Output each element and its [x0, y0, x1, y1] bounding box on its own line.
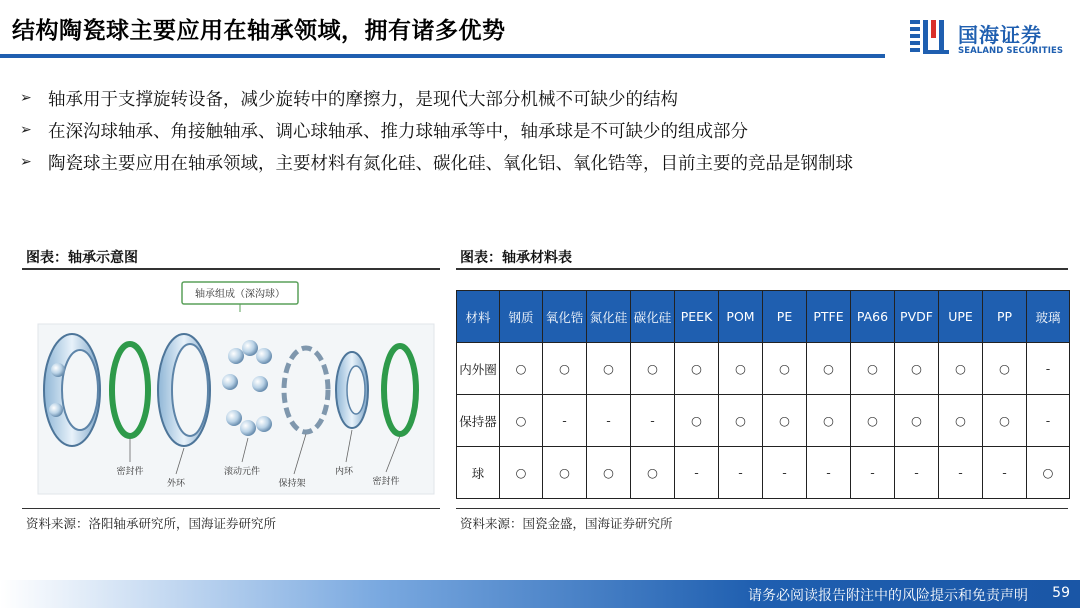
table-header-row: [457, 291, 1070, 343]
table-cell: ○: [587, 343, 631, 395]
table-column-header: POM: [719, 291, 763, 343]
table-row: [457, 395, 1070, 447]
arrow-bullet-icon: ➢: [20, 90, 32, 106]
table-cell: ○: [1027, 447, 1070, 499]
part-label-inner-ring: 内环: [334, 467, 354, 477]
table-cell: -: [631, 395, 675, 447]
table-column-header: 氮化硅: [587, 291, 631, 343]
left-chart-label: 图表：轴承示意图: [26, 250, 138, 266]
arrow-bullet-icon: ➢: [20, 154, 32, 170]
table-column-header: PVDF: [895, 291, 939, 343]
table-cell: ○: [587, 447, 631, 499]
part-label-seal: 密封件: [116, 467, 144, 477]
title-underline: [0, 54, 885, 58]
diagram-title: 轴承组成（深沟球）: [195, 289, 285, 300]
table-cell: ○: [851, 343, 895, 395]
left-source-note: 资料来源：洛阳轴承研究所，国海证券研究所: [26, 516, 277, 531]
table-column-header: PP: [983, 291, 1027, 343]
right-source-note: 资料来源：国瓷金盛，国海证券研究所: [460, 516, 673, 531]
bullet-text: 陶瓷球主要应用在轴承领域，主要材料有氮化硅、碳化硅、氧化铝、氧化锆等，目前主要的竞品是钢制球: [48, 153, 853, 174]
arrow-bullet-icon: ➢: [20, 122, 32, 138]
table-cell: ○: [939, 343, 983, 395]
table-cell: ○: [939, 395, 983, 447]
table-cell: -: [1027, 343, 1070, 395]
table-cell: ○: [763, 343, 807, 395]
table-row: [457, 447, 1070, 499]
bullet-item: [20, 114, 1060, 146]
logo-english-text: SEALAND SECURITIES: [958, 46, 1064, 56]
table-cell: ○: [631, 343, 675, 395]
table-cell: -: [939, 447, 983, 499]
table-cell: ○: [719, 395, 763, 447]
company-logo: [908, 17, 1068, 61]
table-cell: -: [895, 447, 939, 499]
table-cell: ○: [895, 395, 939, 447]
table-column-header: 材料: [457, 291, 500, 343]
table-column-header: PTFE: [807, 291, 851, 343]
table-row-header: 内外圈: [457, 343, 500, 395]
table-cell: ○: [851, 395, 895, 447]
table-cell: -: [1027, 395, 1070, 447]
table-column-header: 玻璃: [1027, 291, 1070, 343]
part-label-rolling-element: 滚动元件: [223, 467, 261, 477]
table-cell: -: [807, 447, 851, 499]
page-title: 结构陶瓷球主要应用在轴承领域，拥有诸多优势: [12, 18, 506, 44]
table-cell: -: [719, 447, 763, 499]
table-cell: ○: [631, 447, 675, 499]
table-cell: -: [675, 447, 719, 499]
right-section-top-rule: [456, 268, 1068, 270]
part-label-seal: 密封件: [372, 477, 400, 487]
table-cell: ○: [675, 395, 719, 447]
footer-disclaimer: 请务必阅读报告附注中的风险提示和免责声明: [748, 588, 1028, 604]
title-bar: [0, 0, 1080, 62]
right-chart-label: 图表：轴承材料表: [460, 250, 572, 266]
materials-table: [456, 290, 1070, 499]
table-cell: -: [543, 395, 587, 447]
table-cell: -: [983, 447, 1027, 499]
table-column-header: PEEK: [675, 291, 719, 343]
table-cell: ○: [500, 395, 543, 447]
table-cell: ○: [983, 343, 1027, 395]
table-row: [457, 343, 1070, 395]
table-cell: ○: [983, 395, 1027, 447]
bullet-item: [20, 82, 1060, 114]
table-cell: -: [763, 447, 807, 499]
left-section-bottom-rule: [22, 508, 440, 509]
part-label-outer-ring: 外环: [166, 479, 186, 489]
bullet-text: 在深沟球轴承、角接触轴承、调心球轴承、推力球轴承等中，轴承球是不可缺少的组成部分: [48, 121, 748, 142]
right-section-bottom-rule: [456, 508, 1068, 509]
table-cell: ○: [543, 343, 587, 395]
table-cell: ○: [500, 343, 543, 395]
table-cell: ○: [895, 343, 939, 395]
table-cell: ○: [719, 343, 763, 395]
left-section-top-rule: [22, 268, 440, 270]
sealand-logo-icon: [908, 17, 952, 57]
table-cell: ○: [807, 343, 851, 395]
table-row-header: 球: [457, 447, 500, 499]
bullet-text: 轴承用于支撑旋转设备，减少旋转中的摩擦力，是现代大部分机械不可缺少的结构: [48, 89, 678, 110]
table-cell: ○: [807, 395, 851, 447]
part-label-cage: 保持架: [278, 479, 306, 489]
table-column-header: PA66: [851, 291, 895, 343]
table-column-header: 碳化硅: [631, 291, 675, 343]
table-cell: ○: [675, 343, 719, 395]
table-cell: -: [851, 447, 895, 499]
table-column-header: UPE: [939, 291, 983, 343]
table-cell: ○: [763, 395, 807, 447]
table-column-header: 氧化锆: [543, 291, 587, 343]
table-cell: -: [587, 395, 631, 447]
table-column-header: 钢质: [500, 291, 543, 343]
bullet-item: [20, 146, 1060, 178]
bullet-list: [20, 82, 1060, 178]
page-number: 59: [1052, 585, 1070, 601]
bearing-diagram: [24, 278, 440, 504]
table-cell: ○: [543, 447, 587, 499]
table-cell: ○: [500, 447, 543, 499]
table-row-header: 保持器: [457, 395, 500, 447]
logo-chinese-text: 国海证券: [958, 23, 1042, 47]
footer-bar: [0, 580, 1080, 608]
table-column-header: PE: [763, 291, 807, 343]
